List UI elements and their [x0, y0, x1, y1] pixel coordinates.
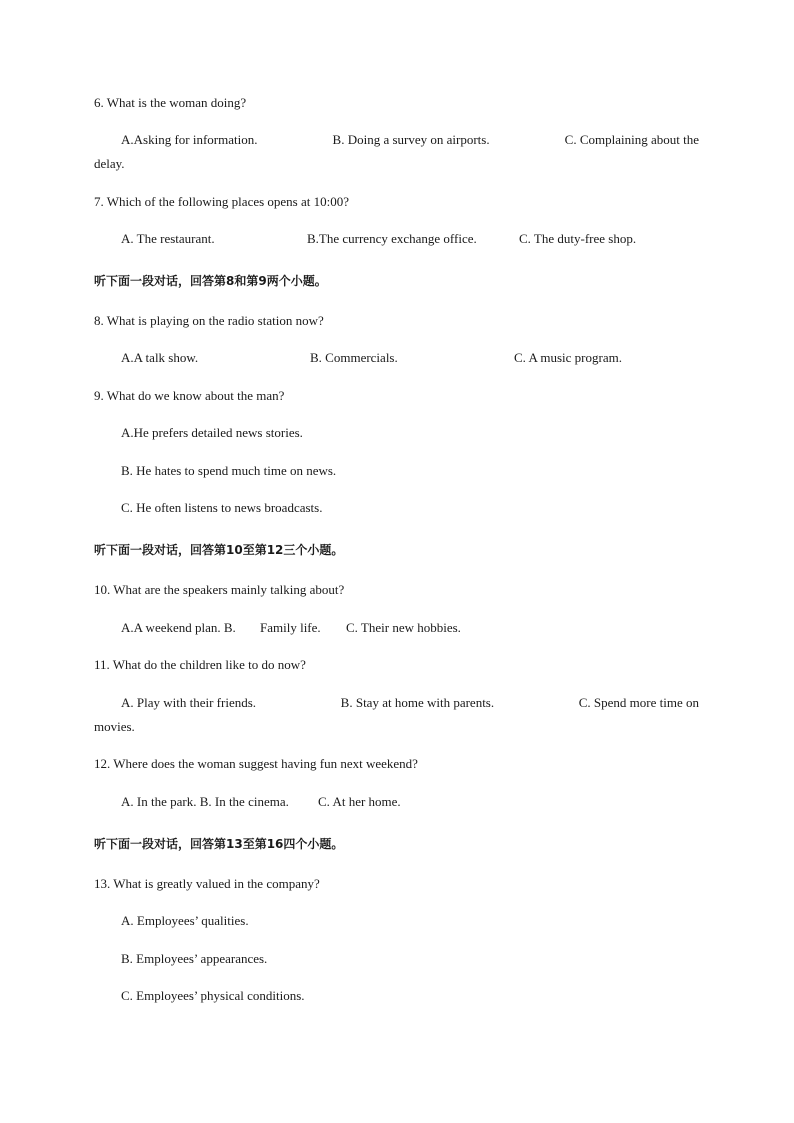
- option-c: C. Employees’ physical conditions.: [121, 988, 305, 1003]
- option-b: B. He hates to spend much time on news.: [121, 463, 337, 478]
- question-11: 11. What do the children like to do now?: [94, 657, 306, 672]
- option-b: Family life.: [260, 620, 321, 635]
- section-instruction: 听下面一段对话，回答第8和第9两个小题。: [94, 274, 327, 288]
- option-a-b: A. In the park. B. In the cinema.: [121, 794, 289, 809]
- option-c: C. At her home.: [318, 794, 401, 809]
- question-12: 12. Where does the woman suggest having fun next weekend?: [94, 756, 418, 771]
- option-c: C. Complaining about the: [564, 132, 699, 147]
- question-7: 7. Which of the following places opens at 10:00?: [94, 194, 350, 209]
- option-b: B. Employees’ appearances.: [121, 951, 268, 966]
- option-a: A. Play with their friends.: [121, 695, 257, 710]
- question-6-options: [121, 132, 699, 148]
- question-6: 6. What is the woman doing?: [94, 95, 247, 110]
- question-10: 10. What are the speakers mainly talking about?: [94, 582, 345, 597]
- option-a: A.A weekend plan. B.: [121, 620, 236, 635]
- option-b: B. Commercials.: [310, 350, 398, 365]
- section-instruction: 听下面一段对话，回答第10至第12三个小题。: [94, 543, 344, 557]
- option-c-continued: delay.: [94, 156, 125, 171]
- question-8: 8. What is playing on the radio station now?: [94, 313, 324, 328]
- question-13: 13. What is greatly valued in the company?: [94, 876, 320, 891]
- option-c-continued: movies.: [94, 719, 135, 734]
- option-a: A.A talk show.: [121, 350, 199, 365]
- option-a: A.He prefers detailed news stories.: [121, 425, 303, 440]
- question-11-options: [121, 695, 699, 711]
- option-c: C. He often listens to news broadcasts.: [121, 500, 323, 515]
- option-b: B. Stay at home with parents.: [340, 695, 495, 710]
- option-a: A.Asking for information.: [121, 132, 258, 147]
- option-c: C. The duty-free shop.: [519, 231, 637, 246]
- option-c: C. Spend more time on: [578, 695, 699, 710]
- option-c: C. A music program.: [514, 350, 622, 365]
- option-a: A. The restaurant.: [121, 231, 215, 246]
- option-a: A. Employees’ qualities.: [121, 913, 249, 928]
- question-9: 9. What do we know about the man?: [94, 388, 285, 403]
- section-instruction: 听下面一段对话，回答第13至第16四个小题。: [94, 837, 344, 851]
- option-b: B.The currency exchange office.: [307, 231, 477, 246]
- option-b: B. Doing a survey on airports.: [332, 132, 490, 147]
- option-c: C. Their new hobbies.: [346, 620, 461, 635]
